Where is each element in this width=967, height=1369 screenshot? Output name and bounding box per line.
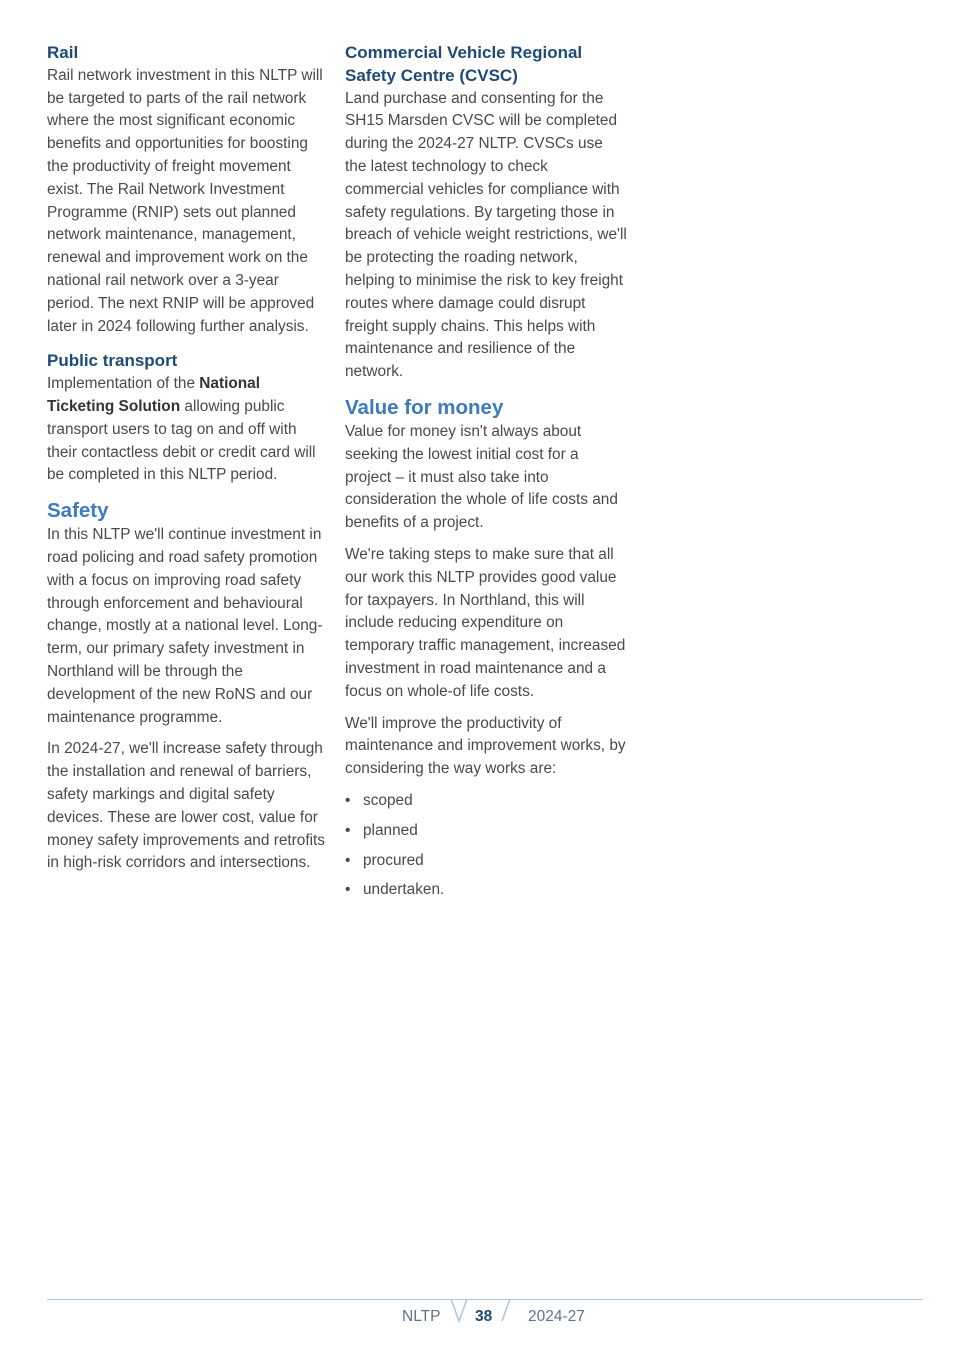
national-ticketing-solution: National Ticketing Solution [47,375,261,415]
value-paragraph-3: We'll improve the productivity of maintenance and improvement works, by considering the way works are: [345,714,626,778]
bullet-icon: • [345,881,351,899]
list-item: • planned [345,820,627,843]
list-item: • procured [345,850,627,873]
bullet-icon: • [345,821,351,839]
rail-body: Rail network investment in this NLTP will be targeted to parts of the rail network where the most significant economic benefits and opportunities for boosting the productivity of freight movement exist. The Rail Network Investment Programme (RNIP) sets out planned network maintenance, management, renewal and improvement work on the national rail network over a 3-year period. The next RNIP will be approved later in 2024 following further analysis. [47,66,323,335]
list-item: • scoped [345,790,627,813]
page-number: 38 [475,1308,493,1325]
value-paragraph-2: We're taking steps to make sure that all our work this NLTP provides good value for taxpayers. In Northland, this will include reducing expenditure on temporary traffic management, increased investment in road maintenance and a focus on whole-of life costs. [345,545,626,700]
safety-paragraph-2: In 2024-27, we'll increase safety through the installation and renewal of barriers, safety markings and digital safety devices. These are lower cost, value for money safety improvements and retrofits in high-risk corridors and intersections. [47,740,326,872]
value-paragraph-1: Value for money isn't always about seeking the lowest initial cost for a project – it must also take into consideration the whole of life costs and benefits of a project. [345,422,618,532]
bullet-icon: • [345,851,351,869]
footer-nltp-label: NLTP [402,1308,441,1325]
list-item: • undertaken. [345,879,627,902]
rail-heading: Rail [47,43,79,62]
safety-heading: Safety [47,499,109,523]
footer-divider [47,1299,923,1300]
footer-period-label: 2024-27 [528,1308,585,1325]
safety-paragraph-1: In this NLTP we'll continue investment in road policing and road safety promotion with a focus on improving road safety through enforcement and behavioural change, mostly at a national level. Long-term, our primary safety investment in Northland will be through the development of the new RoNS and our maintenance programme. [47,526,323,726]
cvsc-body: Land purchase and consenting for the SH15 Marsden CVSC will be completed during the 2024-27 NLTP. CVSCs use the latest technology to check commercial vehicles for compliance with safety regulations. By targeting those in breach of vehicle weight restrictions, we'll be protecting the roading network, helping to minimise the risk to key freight routes where damage could disrupt freight supply chains. This helps with maintenance and resilience of the network. [345,89,627,381]
works-list [345,790,627,902]
public-transport-body: Implementation of the National Ticketing Solution allowing public transport users to tag on and off with their contactless debit or credit card will be completed in this NLTP period. [47,375,316,484]
right-chevron-icon [500,1299,520,1329]
public-transport-heading: Public transport [47,351,178,371]
left-column [47,42,329,884]
bullet-icon: • [345,791,351,809]
page-footer [0,1305,967,1331]
cvsc-heading: Commercial Vehicle Regional Safety Centre (CVSC) [345,43,583,85]
value-for-money-heading: Value for money [345,395,504,419]
right-column [345,42,627,909]
left-chevron-icon [449,1299,469,1329]
